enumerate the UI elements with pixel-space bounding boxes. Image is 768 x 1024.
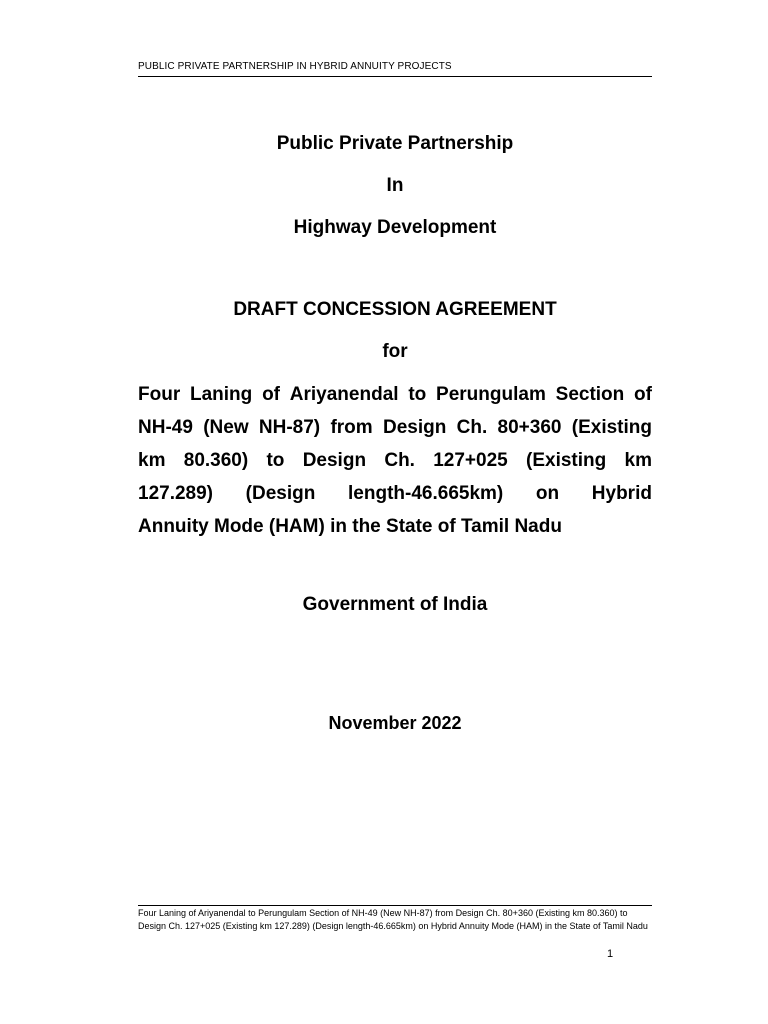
project-title-line-3 bbox=[138, 444, 652, 477]
title-word: Hybrid bbox=[591, 483, 652, 504]
title-word: from bbox=[330, 417, 373, 438]
title-word: Design bbox=[302, 450, 367, 471]
title-word: NH-49 bbox=[138, 417, 193, 438]
authority-name: Government of India bbox=[302, 594, 488, 615]
document-date: November 2022 bbox=[328, 713, 462, 733]
page-number: 1 bbox=[606, 948, 614, 960]
footer-rule bbox=[138, 905, 652, 906]
running-header: PUBLIC PRIVATE PARTNERSHIP IN HYBRID ANNUITY PROJECTS bbox=[138, 61, 452, 72]
title-word: (Existing bbox=[571, 417, 652, 438]
title-word: Laning bbox=[190, 384, 253, 405]
project-title bbox=[138, 378, 652, 543]
project-title-line-1 bbox=[138, 378, 652, 411]
title-word: (Existing bbox=[526, 450, 607, 471]
title-word: Perungulam bbox=[436, 384, 546, 405]
title-word: length-46.665km) bbox=[348, 483, 504, 504]
project-title-line-2 bbox=[138, 411, 652, 444]
header-rule bbox=[138, 76, 652, 77]
project-title-line-4 bbox=[138, 477, 652, 510]
title-word: 80+360 bbox=[497, 417, 562, 438]
title-word: Ch. bbox=[384, 450, 415, 471]
title-word: of bbox=[262, 384, 280, 405]
title-line-1: Public Private Partnership bbox=[276, 133, 514, 154]
title-word: to bbox=[408, 384, 427, 405]
title-word: Section bbox=[555, 384, 625, 405]
agreement-heading: DRAFT CONCESSION AGREEMENT bbox=[233, 299, 557, 320]
title-word: km bbox=[138, 450, 166, 471]
title-word: Four bbox=[138, 384, 181, 405]
title-word: Ch. bbox=[456, 417, 488, 438]
title-line-3: Highway Development bbox=[293, 217, 497, 238]
title-word: to bbox=[266, 450, 285, 471]
title-word: on bbox=[535, 483, 560, 504]
title-word: (Design bbox=[245, 483, 316, 504]
project-title-line-5: Annuity Mode (HAM) in the State of Tamil Nadu bbox=[138, 516, 562, 537]
agreement-for: for bbox=[382, 341, 408, 362]
title-word: of bbox=[634, 384, 652, 405]
footer-note: Four Laning of Ariyanendal to Perungulam Section of NH-49 (New NH-87) from Design Ch. 80+360 (Existing km 80.360) to Design Ch. 127+025 (Existing km 127.289) (Design length-46.665km) on Hybrid Annuity Mode (HAM) in the State of Tamil Nadu bbox=[138, 908, 648, 931]
title-word: 127+025 bbox=[433, 450, 508, 471]
title-word: 80.360) bbox=[183, 450, 249, 471]
title-word: km bbox=[624, 450, 652, 471]
title-word: 127.289) bbox=[138, 483, 214, 504]
title-word: Ariyanendal bbox=[289, 384, 399, 405]
title-word: NH-87) bbox=[258, 417, 321, 438]
title-word: (New bbox=[203, 417, 249, 438]
title-word: Design bbox=[382, 417, 447, 438]
title-line-2: In bbox=[386, 175, 404, 196]
